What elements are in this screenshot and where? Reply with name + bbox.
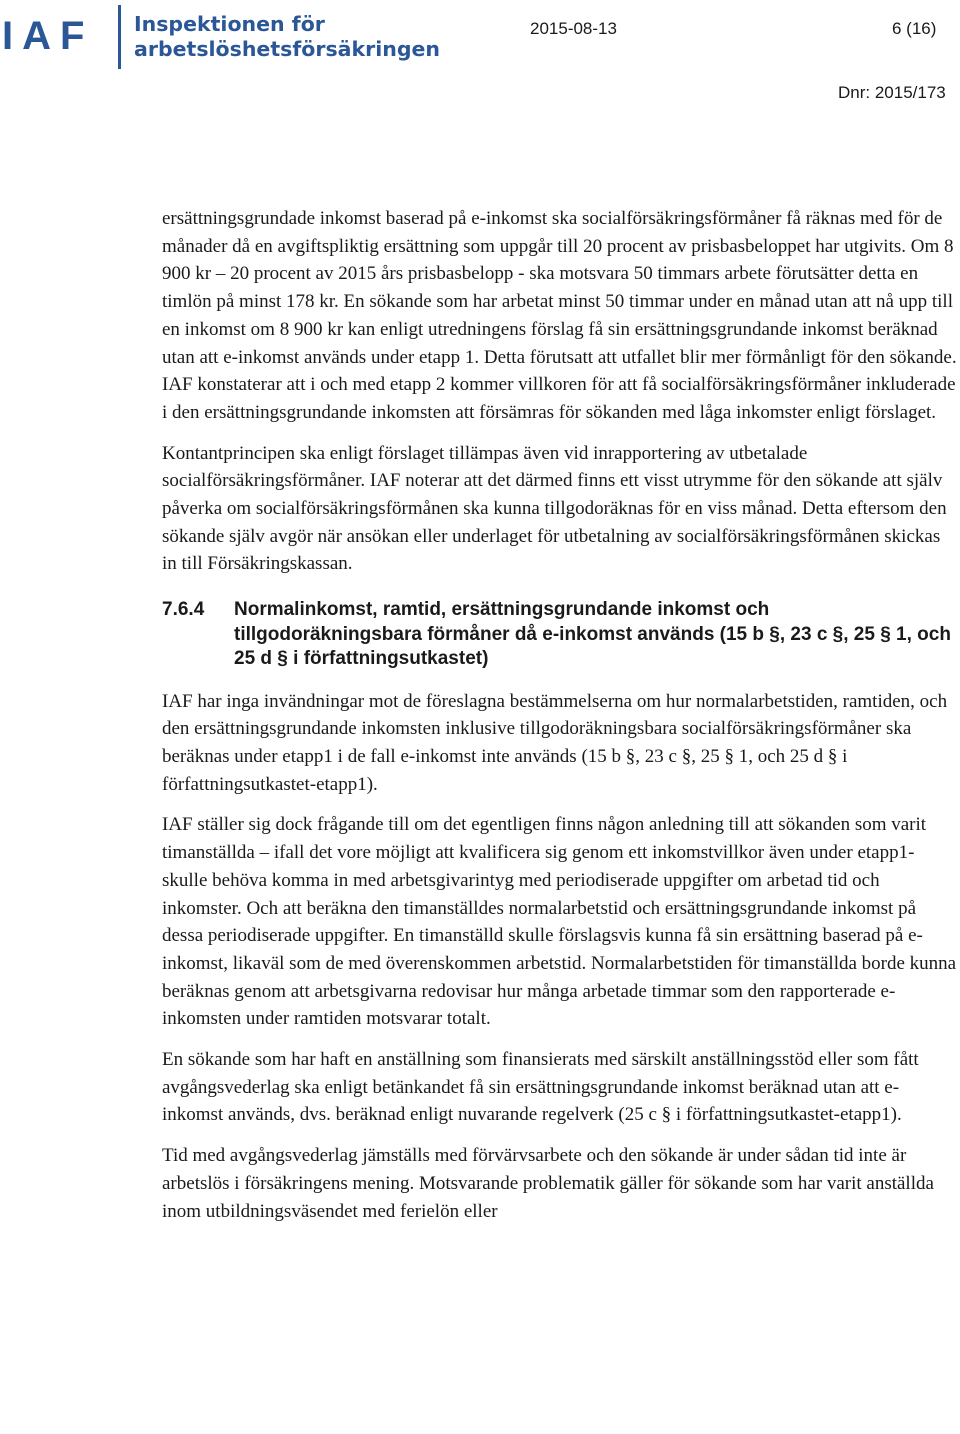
logo-divider bbox=[118, 5, 121, 69]
paragraph-4: IAF ställer sig dock frågande till om det egentligen finns någon anledning till att sökanden som varit timanställda – ifall det vore möjligt att kvalificera sig genom ett inkomstvillkor även under etapp1- skulle behöva komma in med arbetsgivarintyg med periodiserade uppgifter om arbetad tid och inkomster. Och att beräkna den timanställdes normalarbetstid och ersättningsgrundande inkomst på dessa periodiserade uppgifter. En timanställd skulle förslagsvis kunna få sin ersättning baserad på e-inkomst, likaväl som de med överenskommen arbetstid. Normalarbetstiden för timanställda borde kunna beräknas genom att arbetsgivarna redovisar hur många arbetade timmar som den rapporterade e-inkomsten under ramtiden motsvarar totalt. bbox=[162, 814, 957, 1030]
paragraph-5: En sökande som har haft en anställning som finansierats med särskilt anställningsstöd eller som fått avgångsvederlag ska enligt betänkandet få sin ersättningsgrundande inkomst beräknad utan att e-inkomst används, dvs. beräknad enligt nuvarande regelverk (25 c § i författningsutkastet-etapp1). bbox=[162, 1049, 919, 1126]
paragraph-6: Tid med avgångsvederlag jämställs med förvärvsarbete och den sökande är under sådan tid inte är arbetslös i försäkringens mening. Motsvarande problematik gäller för sökande som har varit anställda inom utbildningsväsendet med ferielön eller bbox=[162, 1145, 934, 1222]
document-body bbox=[162, 205, 958, 1238]
logo-line-2: arbetslöshetsförsäkringen bbox=[134, 37, 441, 61]
iaf-logo bbox=[0, 0, 441, 72]
section-number: 7.6.4 bbox=[162, 599, 205, 621]
paragraph-3: IAF har inga invändningar mot de föreslagna bestämmelserna om hur normalarbetstiden, ramtiden, och den ersättningsgrundande inkomsten inklusive tillgodoräkningsbara socialförsäkringsförmåner ska beräknas under etapp1 i de fall e-inkomst inte används (15 b §, 23 c §, 25 § 1, och 25 d § i författningsutkastet-etapp1). bbox=[162, 690, 948, 795]
document-date: 2015-08-13 bbox=[530, 19, 617, 38]
reference-number: Dnr: 2015/173 bbox=[838, 83, 946, 102]
paragraph-2: Kontantprincipen ska enligt förslaget tillämpas även vid inrapportering av utbetalade socialförsäkringsförmåner. IAF noterar att det därmed finns ett visst utrymme för den sökande att själv påverka om socialförsäkringsförmånen ska kunna tillgodoräknas för en viss månad. Detta eftersom den sökande själv avgör när ansökan eller underlaget för utbetalning av socialförsäkringsförmånen skickas in till Försäkringskassan. bbox=[162, 442, 947, 575]
logo-mark: IAF bbox=[2, 14, 94, 58]
section-title: Normalinkomst, ramtid, ersättningsgrundande inkomst och tillgodoräkningsbara förmåner då e-inkomst används (15 b §, 23 c §, 25 § 1, och 25 d § i författningsutkastet) bbox=[234, 599, 951, 670]
page-number: 6 (16) bbox=[892, 19, 937, 38]
paragraph-1: ersättningsgrundade inkomst baserad på e-inkomst ska socialförsäkringsförmåner få räknas med för de månader då en avgiftspliktig ersättning som uppgår till 20 procent av prisbasbeloppet har utgivits. Om 8 900 kr – 20 procent av 2015 års prisbasbelopp - ska motsvara 50 timmars arbete förutsätter detta en timlön på minst 178 kr. En sökande som har arbetat minst 50 timmar under en månad utan att nå upp till en inkomst om 8 900 kr kan enligt utredningens förslag få sin ersättningsgrundande inkomst beräknad utan att e-inkomst används under etapp 1. Detta förutsatt att utfallet blir mer förmånligt för den sökande. IAF konstaterar att i och med etapp 2 kommer villkoren för att få socialförsäkringsförmåner inkluderade i den ersättningsgrundande inkomsten att försämras för sökanden med låga inkomster enligt förslaget. bbox=[162, 208, 957, 423]
section-heading bbox=[162, 598, 958, 672]
logo-line-1: Inspektionen för bbox=[134, 12, 325, 36]
logo-wordmark bbox=[134, 12, 440, 62]
